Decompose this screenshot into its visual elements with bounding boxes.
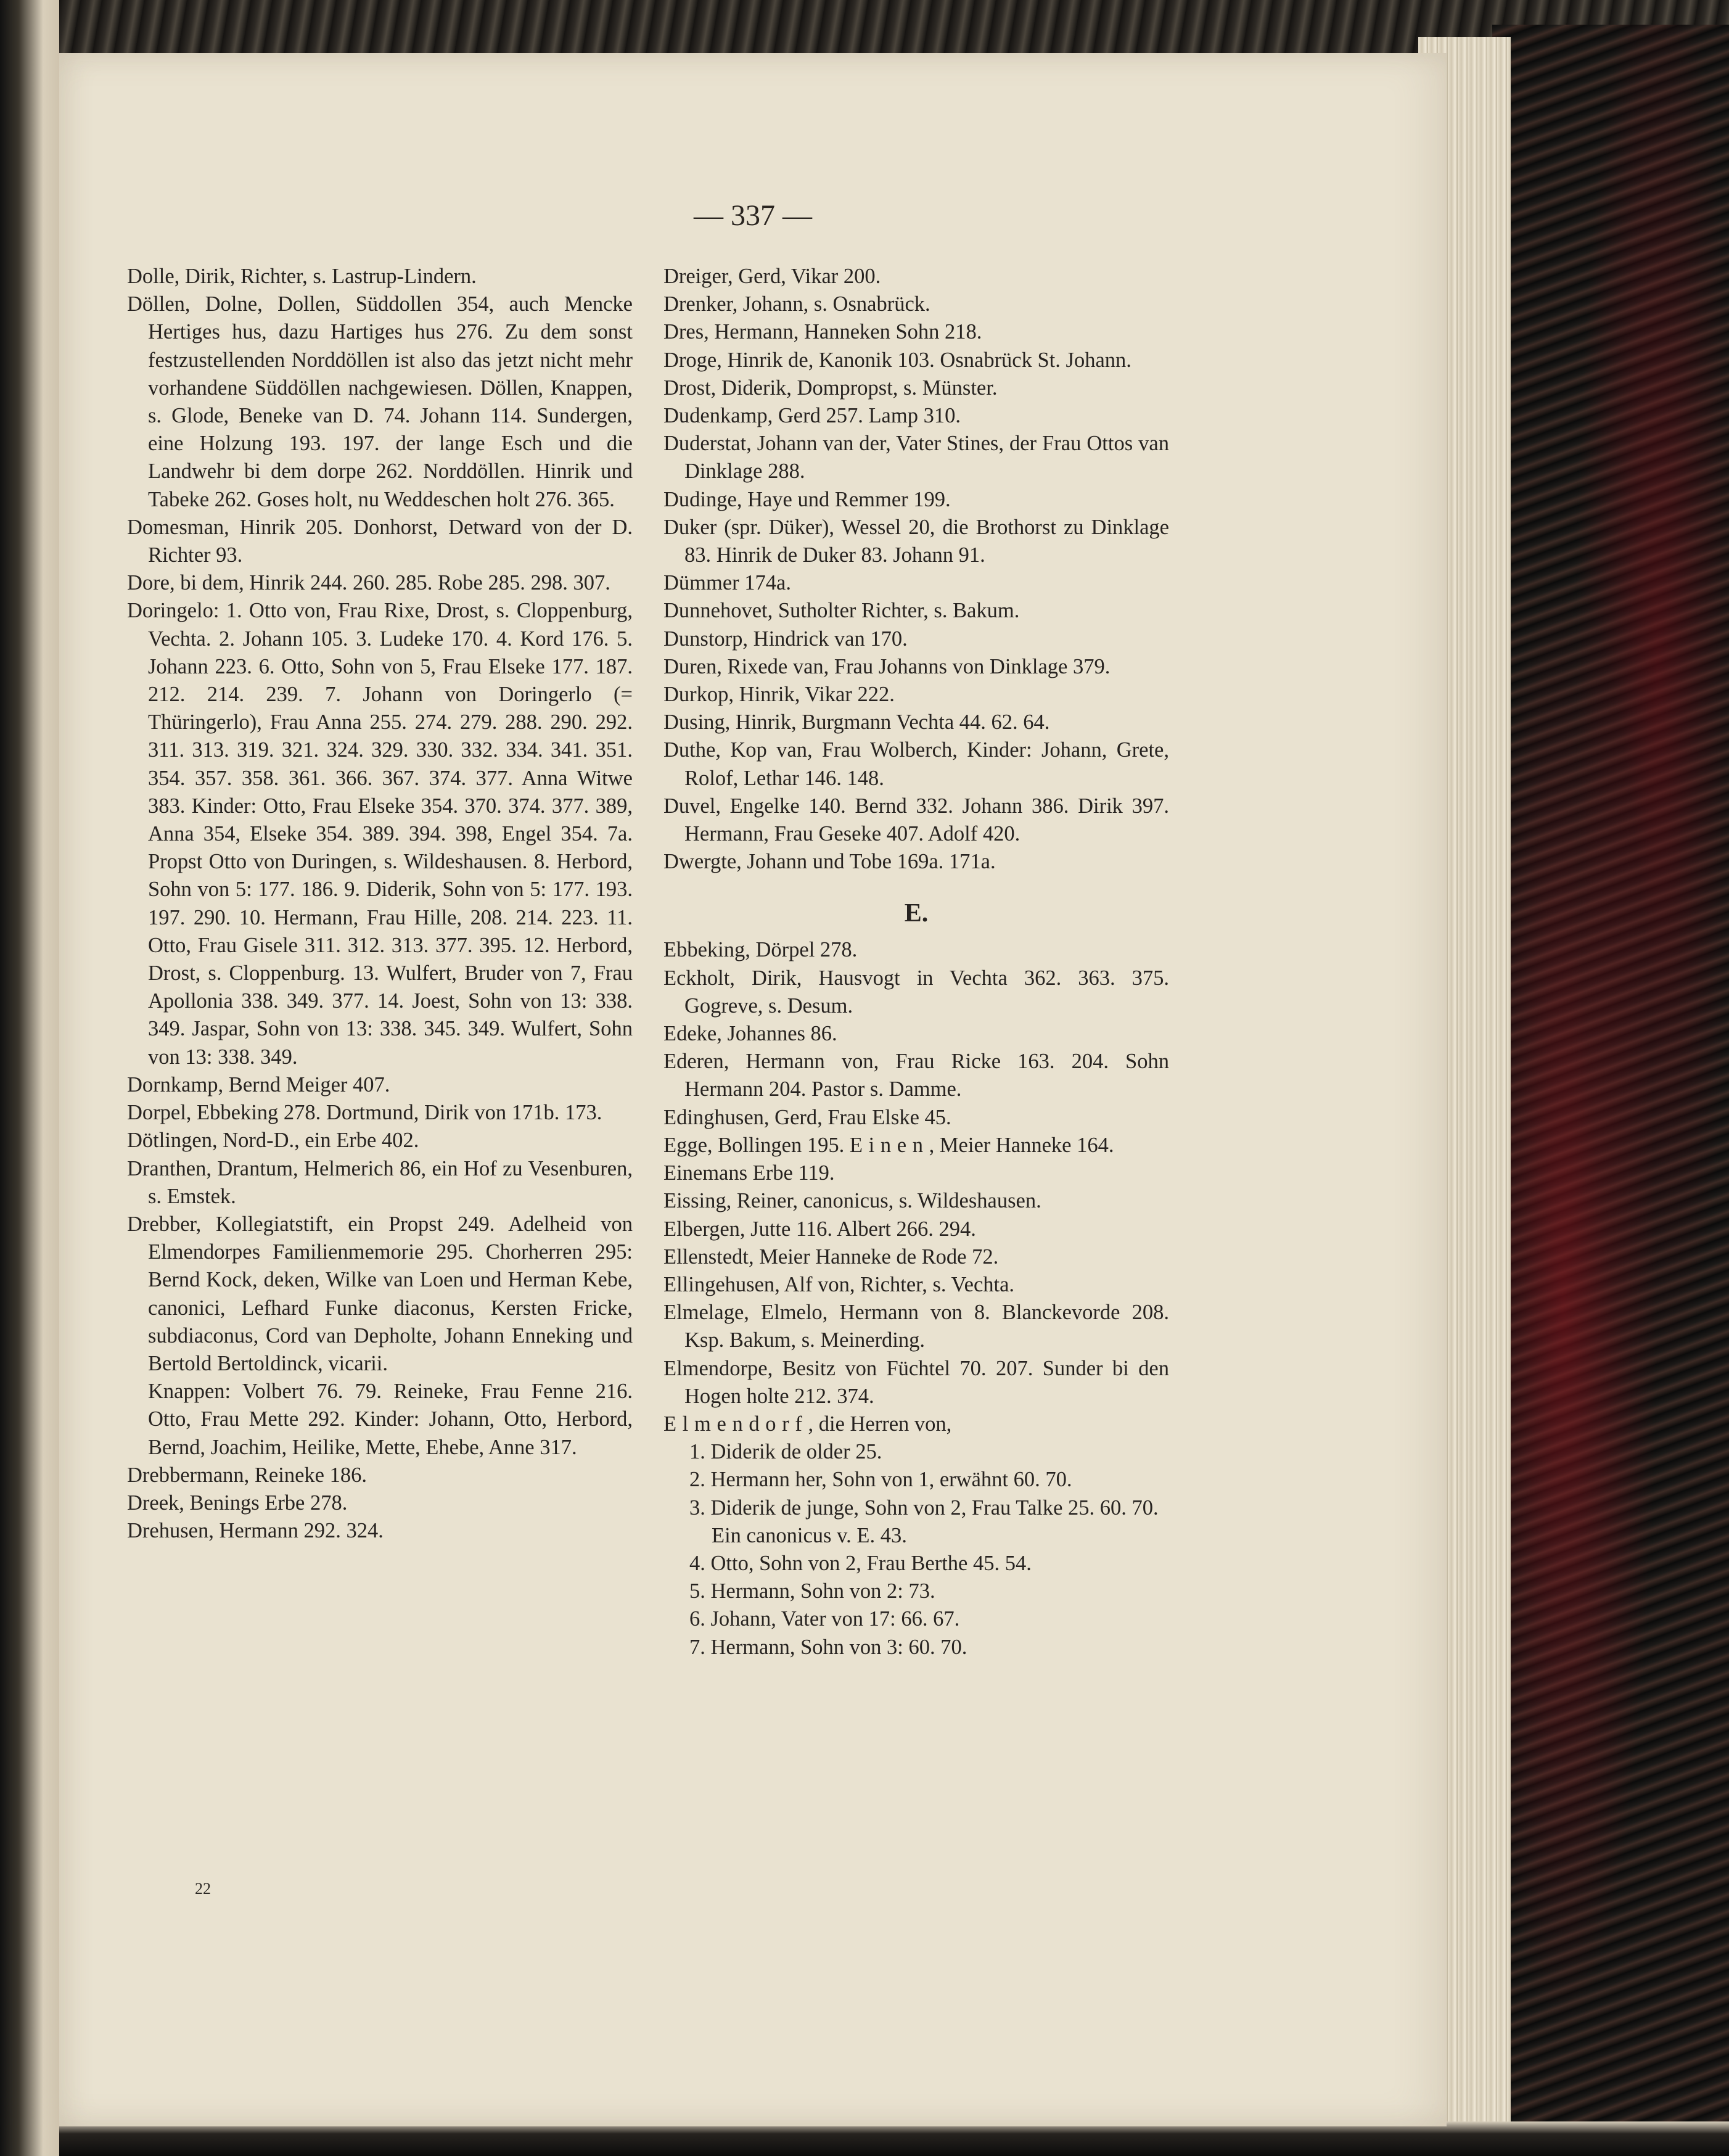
numbered-subentry: 1. Diderik de older 25. [689,1440,882,1464]
index-entry-egge [663,1132,1169,1159]
numbered-subentry: 4. Otto, Sohn von 2, Frau Berthe 45. 54. [689,1551,1032,1575]
index-entry: Duvel, Engelke 140. Bernd 332. Johann 386. Dirik 397. Hermann, Frau Geseke 407. Adolf 420. [663,794,1169,846]
index-entry-elmendorf [663,1410,1169,1438]
index-entry: Dwergte, Johann und Tobe 169a. 171a. [663,850,996,874]
index-column-right [663,263,1169,1661]
numbered-subentry: 7. Hermann, Sohn von 3: 60. 70. [689,1635,967,1659]
index-entry: Drebber, Kollegiatstift, ein Propst 249. Adelheid von Elmendorpes Familienmemorie 295. Chorherren 295: Bernd Kock, deken, Wilke van Loen und Herman Kebe, canonici, Lefhard Funke diaconus, Kersten Fricke, subdiaconus, Cord van Depholte, Johann Enneking und Bertold Bertoldinck, vicarii. [127,1212,633,1375]
index-entry: Dore, bi dem, Hinrik 244. 260. 285. Robe 285. 298. 307. [127,571,610,595]
facing-page-edge [0,0,59,2156]
index-entry: Elmelage, Elmelo, Hermann von 8. Blanckevorde 208. Ksp. Bakum, s. Meinerding. [663,1301,1169,1352]
index-entry: Dunstorp, Hindrick van 170. [663,627,908,651]
index-entry: Ederen, Hermann von, Frau Ricke 163. 204. Sohn Hermann 204. Pastor s. Damme. [663,1050,1169,1101]
numbered-subentry: 3. Diderik de junge, Sohn von 2, Frau Talke 25. 60. 70. Ein canonicus v. E. 43. [689,1496,1159,1547]
index-entry: Duker (spr. Düker), Wessel 20, die Brothorst zu Dinklage 83. Hinrik de Duker 83. Johann 91. [663,515,1169,567]
spaced-family-name: Elmendorf [663,1412,808,1436]
index-entry: Döllen, Dolne, Dollen, Süddollen 354, auch Mencke Hertiges hus, dazu Hartiges hus 276. Zu dem sonst festzustellenden Norddöllen ist also das jetzt nicht mehr vorhandene Süddöllen nachgewiesen. Döllen, Knappen, s. Glode, Beneke van D. 74. Johann 114. Sundergen, eine Holzung 193. 197. der lange Esch und die Landwehr bi dem dorpe 262. Norddöllen. Hinrik und Tabeke 262. Goses holt, nu Weddeschen holt 276. 365. [127,292,633,511]
egge-label: Egge, Bollingen 195. [663,1133,845,1157]
index-entry: Elmendorpe, Besitz von Füchtel 70. 207. Sunder bi den Hogen holte 212. 374. [663,1356,1169,1408]
numbered-subentry: 5. Hermann, Sohn von 2: 73. [689,1579,935,1603]
egge-rest: , Meier Hanneke 164. [929,1133,1114,1157]
index-entry: Dornkamp, Bernd Meiger 407. [127,1072,390,1097]
index-entry: Dreiger, Gerd, Vikar 200. [663,265,881,288]
elmendorf-rest: , die Herren von, [808,1412,952,1436]
index-entry: Eissing, Reiner, canonicus, s. Wildeshausen. [663,1189,1041,1213]
section-heading-e: E. [904,899,929,928]
index-entry: Elbergen, Jutte 116. Albert 266. 294. [663,1217,976,1241]
printer-signature-mark: 22 [195,1880,211,1898]
numbered-subentry: 6. Johann, Vater von 17: 66. 67. [689,1607,960,1631]
index-entry: Dres, Hermann, Hanneken Sohn 218. [663,320,982,344]
index-entry: Dümmer 174a. [663,571,791,595]
index-entry: Einemans Erbe 119. [663,1161,835,1185]
index-entry: Duderstat, Johann van der, Vater Stines, der Frau Ottos van Dinklage 288. [663,432,1169,483]
index-entry: Doringelo: 1. Otto von, Frau Rixe, Drost, s. Cloppenburg, Vechta. 2. Johann 105. 3. Ludeke 170. 4. Kord 176. 5. Johann 223. 6. Otto, Sohn von 5, Frau Elseke 177. 187. 212. 214. 239. 7. Johann von Doringerlo (= Thüringerlo), Frau Anna 255. 274. 279. 288. 290. 292. 311. 313. 319. 321. 324. 329. 330. 332. 334. 341. 351. 354. 357. 358. 361. 366. 367. 374. 377. Anna Witwe 383. Kinder: Otto, Frau Elseke 354. 370. 374. 377. 389, Anna 354, Elseke 354. 389. 394. 398, Engel 354. 7a. Propst Otto von Duringen, s. Wildeshausen. 8. Herbord, Sohn von 5: 177. 186. 9. Diderik, Sohn von 5: 177. 193. 197. 290. 10. Hermann, Frau Hille, 208. 214. 223. 11. Otto, Frau Gisele 311. 312. 313. 377. 395. 12. Herbord, Drost, s. Cloppenburg. 13. Wulfert, Bruder von 7, Frau Apollonia 338. 349. 377. 14. Joest, Sohn von 13: 338. 349. Jaspar, Sohn von 13: 338. 345. 349. Wulfert, Sohn von 13: 338. 349. [127,599,633,1069]
index-entry: Domesman, Hinrik 205. Donhorst, Detward von der D. Richter 93. [127,515,633,567]
index-entry: Drehusen, Hermann 292. 324. [127,1519,384,1543]
index-entry: Durkop, Hinrik, Vikar 222. [663,683,895,707]
page-number-header: — 337 — [694,199,812,232]
index-entry: Edeke, Johannes 86. [663,1022,837,1046]
index-entry: Duthe, Kop van, Frau Wolberch, Kinder: Johann, Grete, Rolof, Lethar 146. 148. [663,738,1169,790]
index-entry: Dorpel, Ebbeking 278. Dortmund, Dirik von 171b. 173. [127,1101,602,1125]
index-entry: Ellenstedt, Meier Hanneke de Rode 72. [663,1245,999,1269]
index-entry: Ebbeking, Dörpel 278. [663,938,858,962]
index-entry: Dunnehovet, Sutholter Richter, s. Bakum. [663,599,1020,623]
index-entry: Dranthen, Drantum, Helmerich 86, ein Hof zu Vesenburen, s. Emstek. [127,1156,633,1208]
book-binding-bottom [59,2121,1729,2156]
index-entry: Edinghusen, Gerd, Frau Elske 45. [663,1105,951,1129]
index-entry: Dötlingen, Nord-D., ein Erbe 402. [127,1129,419,1153]
numbered-subentry: 2. Hermann her, Sohn von 1, erwähnt 60. 70. [689,1468,1072,1492]
index-entry: Dreek, Benings Erbe 278. [127,1491,348,1515]
index-entry: Droge, Hinrik de, Kanonik 103. Osnabrück St. Johann. [663,348,1131,372]
index-entry: Drebbermann, Reineke 186. [127,1463,367,1487]
index-entry: Dudinge, Haye und Remmer 199. [663,487,951,511]
index-entry-continuation: Knappen: Volbert 76. 79. Reineke, Frau Fenne 216. Otto, Frau Mette 292. Kinder: Johann, Otto, Herbord, Bernd, Joachim, Heilike, Mette, Ehebe, Anne 317. [148,1380,633,1459]
index-entry: Drost, Diderik, Dompropst, s. Münster. [663,376,998,400]
index-entry: Duren, Rixede van, Frau Johanns von Dinklage 379. [663,654,1111,678]
book-page [59,53,1447,2126]
index-entry: Eckholt, Dirik, Hausvogt in Vechta 362. 363. 375. Gogreve, s. Desum. [663,966,1169,1018]
index-entry: Dusing, Hinrik, Burgmann Vechta 44. 62. 64. [663,710,1050,734]
marbled-book-cover [1492,25,1729,2156]
index-entry: Ellingehusen, Alf von, Richter, s. Vechta. [663,1272,1015,1296]
index-entry: Dudenkamp, Gerd 257. Lamp 310. [663,404,961,428]
spaced-word: Einen [849,1133,929,1157]
index-entry: Dolle, Dirik, Richter, s. Lastrup-Lindern. [127,265,477,288]
index-entry: Drenker, Johann, s. Osnabrück. [663,292,930,316]
index-column-left [127,263,633,1545]
